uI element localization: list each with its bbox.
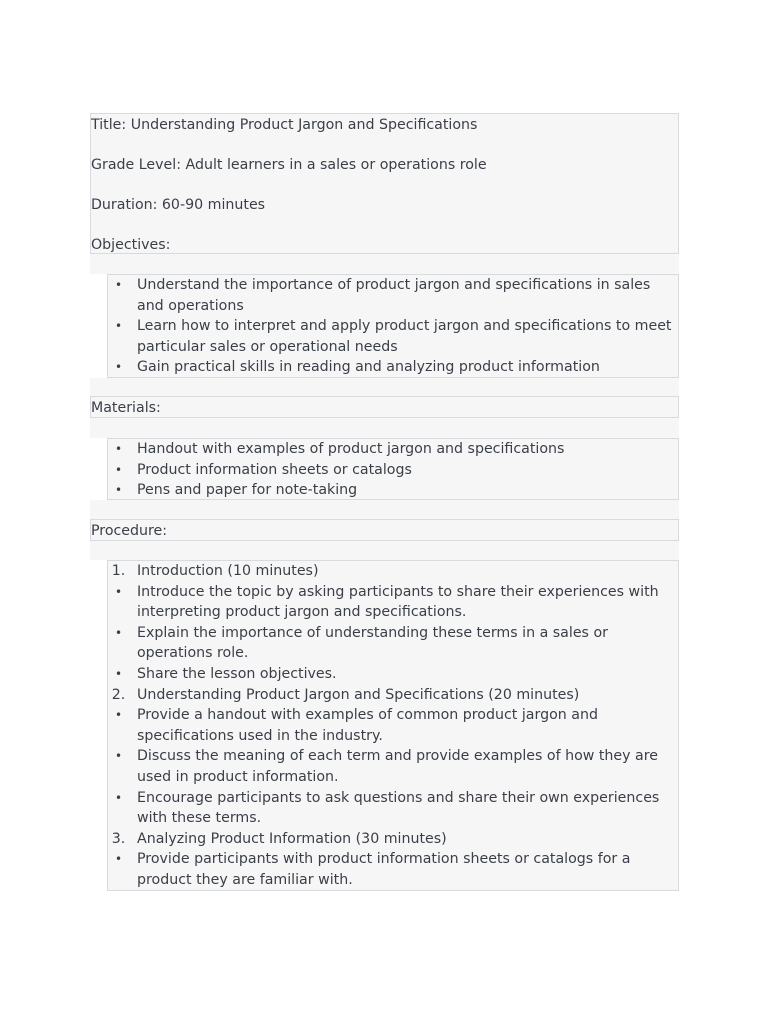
grade-level: Grade Level: Adult learners in a sales or operations role: [91, 157, 487, 173]
procedure-list: [107, 560, 679, 891]
list-item: • Product information sheets or catalogs: [114, 461, 412, 478]
list-item: • Encourage participants to ask questions and share their own experiences with these terms.: [114, 789, 660, 827]
spacer: [90, 254, 679, 274]
duration: Duration: 60-90 minutes: [91, 197, 266, 213]
lesson-title: Title: Understanding Product Jargon and Specifications: [91, 117, 478, 133]
spacer: [90, 418, 679, 438]
list-item: • Provide a handout with examples of common product jargon and specifications used in the industry.: [114, 707, 598, 744]
spacer: [90, 541, 679, 560]
list-item: • Learn how to interpret and apply product jargon and specifications to meet particular sales or operational needs: [114, 318, 672, 355]
list-item: • Gain practical skills in reading and analyzing product information: [114, 359, 600, 376]
list-item: • Provide participants with product information sheets or catalogs for a product they are familiar with.: [114, 851, 631, 888]
list-item: 1. Introduction (10 minutes): [111, 563, 319, 579]
procedure-label: Procedure:: [91, 523, 168, 539]
objectives-list: [107, 274, 679, 378]
list-item: • Introduce the topic by asking participants to share their experiences with interpreting product jargon and specifications.: [114, 583, 659, 621]
list-item: 2. Understanding Product Jargon and Specifications (20 minutes): [111, 686, 580, 703]
lesson-header: [90, 113, 679, 254]
spacer: [90, 500, 679, 519]
list-item: • Understand the importance of product jargon and specifications in sales and operations: [114, 277, 651, 314]
materials-label: Materials:: [91, 400, 161, 416]
list-item: • Pens and paper for note-taking: [114, 482, 358, 499]
list-item: 3. Analyzing Product Information (30 minutes): [111, 830, 447, 847]
materials-list: [107, 438, 679, 500]
list-item: • Share the lesson objectives.: [114, 665, 337, 682]
list-item: • Handout with examples of product jargon and specifications: [114, 441, 565, 457]
objectives-label: Objectives:: [91, 237, 171, 253]
materials-section: [90, 396, 679, 418]
spacer: [90, 378, 679, 396]
list-item: • Explain the importance of understanding these terms in a sales or operations role.: [114, 624, 608, 662]
procedure-section: [90, 519, 679, 541]
list-item: • Discuss the meaning of each term and provide examples of how they are used in product information.: [114, 748, 658, 785]
